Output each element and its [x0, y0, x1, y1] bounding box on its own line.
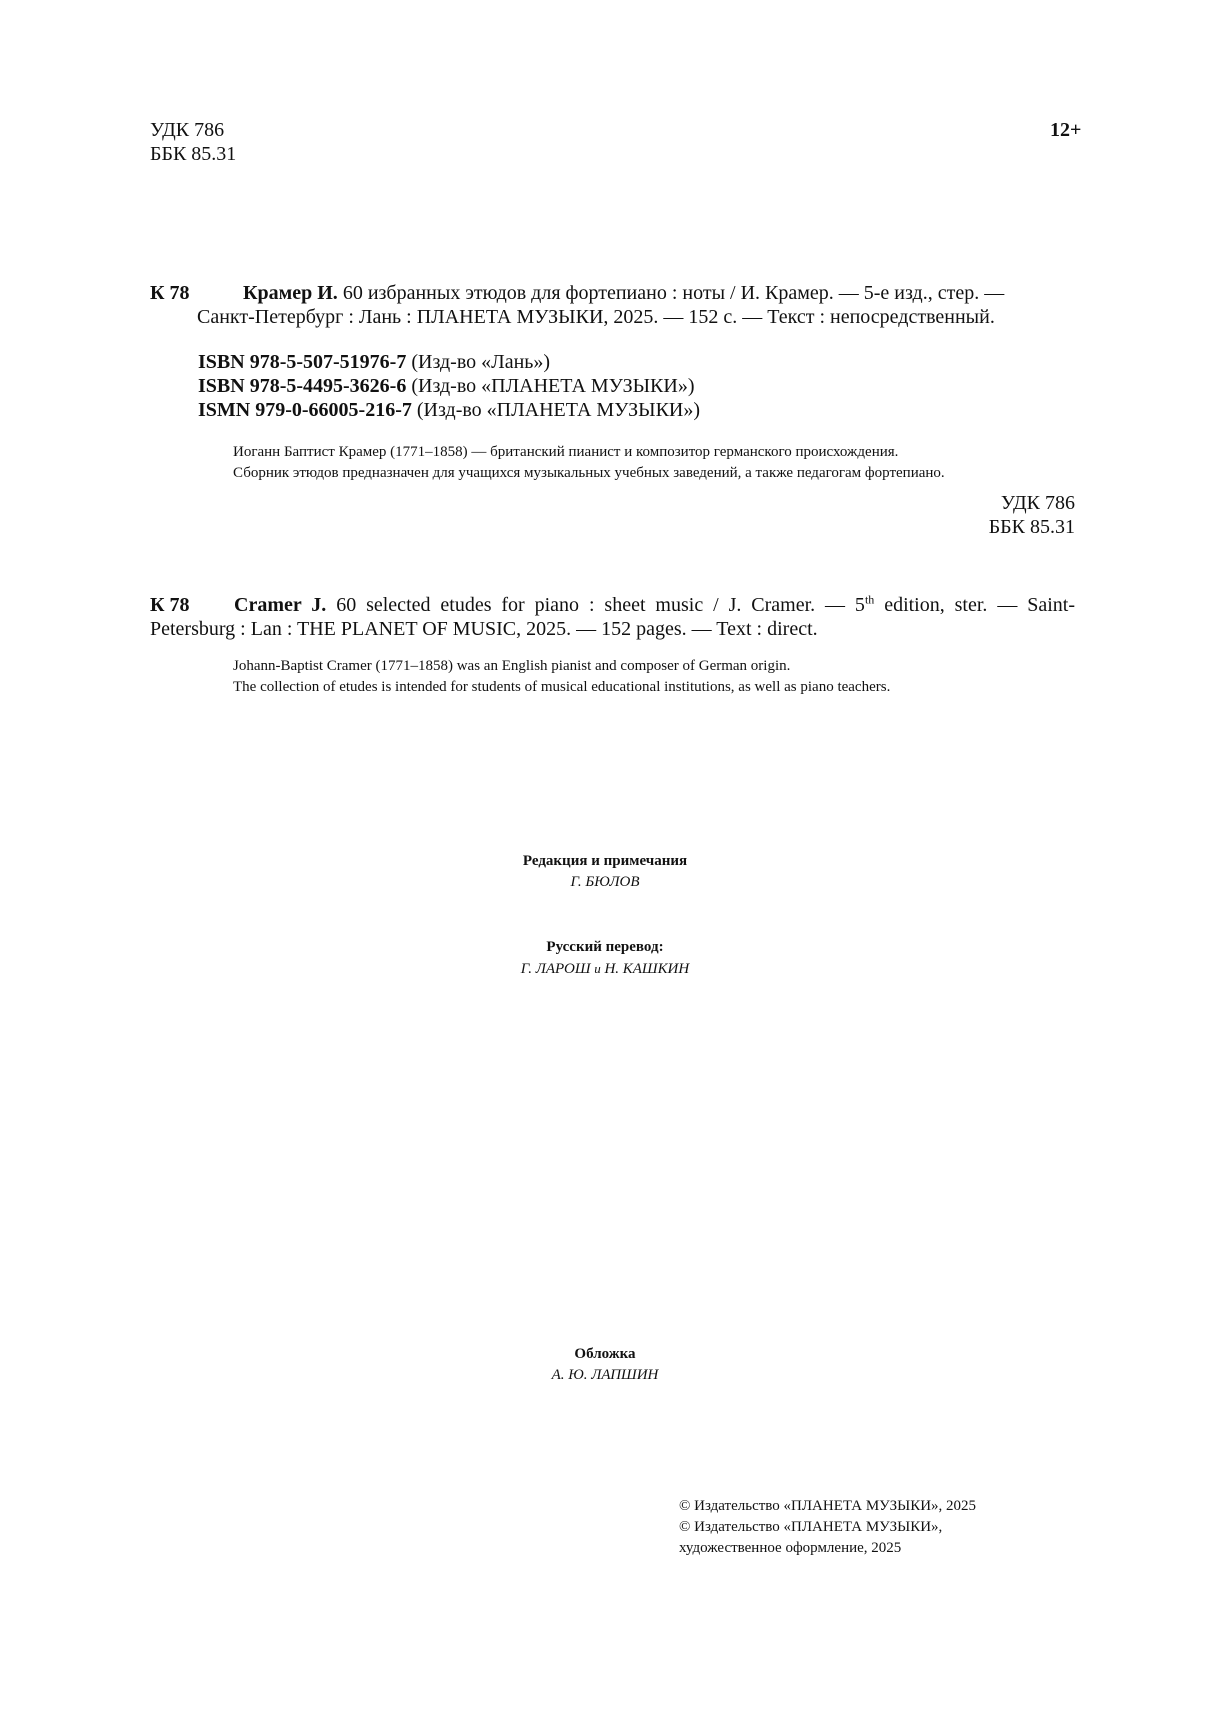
identifier-row [198, 398, 700, 422]
classification-right [900, 491, 1075, 539]
age-rating: 12+ [1050, 119, 1082, 141]
entry-title: 60 selected etudes for piano : sheet music / J. Cramer. — 5 [336, 594, 865, 616]
copyright-line: © Издательство «ПЛАНЕТА МУЗЫКИ», [679, 1519, 943, 1535]
credit-name: Г. ЛАРОШ и Н. КАШКИН [520, 961, 690, 977]
entry-line-1 [234, 593, 1075, 617]
publisher: (Изд-во «ПЛАНЕТА МУЗЫКИ») [416, 399, 701, 421]
bbk-code: ББК 85.31 [988, 516, 1075, 538]
annotation-line: Johann-Baptist Cramer (1771–1858) was an English pianist and composer of German origin. [233, 658, 791, 674]
identifier: ISBN 978-5-507-51976-7 [198, 351, 407, 373]
author-mark: К 78 [150, 282, 190, 304]
ordinal-suffix: th [864, 592, 875, 607]
entry-line-2: Petersburg : Lan : THE PLANET OF MUSIC, 2025. — 152 pages. — Text : direct. [150, 618, 818, 640]
annotation-ru [233, 442, 945, 484]
identifier: ISBN 978-5-4495-3626-6 [198, 375, 407, 397]
annotation-line: Сборник этюдов предназначен для учащихся музыкальных учебных заведений, а также педагогам фортепиано. [233, 465, 945, 481]
credit-label: Редакция и примечания [522, 853, 688, 869]
annotation-line: Иоганн Баптист Крамер (1771–1858) — британский пианист и композитор германского происхождения. [233, 444, 899, 460]
credit-name: Г. БЮЛОВ [570, 874, 640, 890]
entry-line-1 [243, 281, 1004, 305]
bbk-code: ББК 85.31 [150, 143, 237, 165]
copyright-block [679, 1496, 976, 1559]
entry-author: Крамер И. [243, 282, 338, 304]
publisher: (Изд-во «Лань») [411, 351, 551, 373]
entry-title-continued: edition, ster. — Saint- [884, 594, 1075, 616]
identifier-row [198, 350, 700, 374]
identifier-list [198, 350, 700, 422]
udk-code: УДК 786 [1000, 492, 1075, 514]
classification-header [150, 118, 236, 166]
copyright-line: © Издательство «ПЛАНЕТА МУЗЫКИ», 2025 [679, 1498, 977, 1514]
publisher: (Изд-во «ПЛАНЕТА МУЗЫКИ») [411, 375, 695, 397]
credit-cover [405, 1344, 805, 1386]
identifier: ISMN 979-0-66005-216-7 [198, 399, 412, 421]
entry-title: 60 избранных этюдов для фортепиано : ноты / И. Крамер. — 5-е изд., стер. — [342, 282, 1005, 304]
credit-editor [405, 851, 805, 893]
entry-line-2: Санкт-Петербург : Лань : ПЛАНЕТА МУЗЫКИ, 2025. — 152 с. — Текст : непосредственный. [197, 306, 995, 328]
annotation-en [233, 656, 890, 698]
credit-label: Обложка [574, 1346, 636, 1362]
udk-code: УДК 786 [150, 119, 225, 141]
entry-author: Cramer J. [234, 594, 327, 616]
credit-label: Русский перевод: [546, 939, 664, 955]
author-mark: К 78 [150, 594, 190, 616]
identifier-row [198, 374, 700, 398]
copyright-line: художественное оформление, 2025 [679, 1540, 902, 1556]
credit-name: А. Ю. ЛАПШИН [551, 1367, 659, 1383]
credit-translation [405, 937, 805, 980]
annotation-line: The collection of etudes is intended for students of musical educational institutions, as well as piano teachers. [233, 679, 891, 695]
